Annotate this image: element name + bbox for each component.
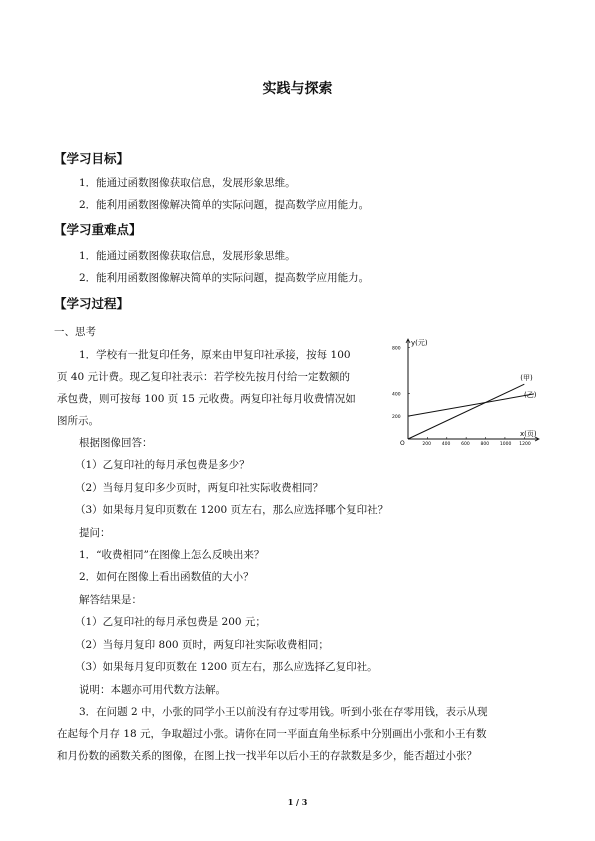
heading-process: 【学习过程】	[54, 296, 130, 311]
answer-by-graph-label: 根据图像回答：	[79, 437, 153, 449]
think-label: 一、思考	[54, 326, 96, 338]
ask-item-2: 2．如何在图像上看出函数值的大小？	[79, 571, 254, 583]
problem3-line-3: 和月份数的函数关系的图像，在图上找一找半年以后小王的存款数是多少，能否超过小张？	[57, 750, 477, 762]
question-1: （1）乙复印社的每月承包费是多少？	[75, 459, 250, 471]
y-axis-label: y(元)	[411, 339, 428, 347]
page-number: 1 / 3	[287, 797, 308, 807]
heading-goals: 【学习目标】	[54, 151, 130, 166]
series-line-2	[408, 394, 534, 416]
question-2: （2）当每月复印多少页时，两复印社实际收费相同？	[75, 482, 324, 494]
origin-label: O	[400, 440, 405, 446]
cost-chart	[392, 336, 542, 446]
goal-item-1: 1．能通过函数图像获取信息，发展形象思维。	[79, 177, 296, 189]
y-tick-label: 800	[392, 346, 401, 352]
series-label-2: (乙)	[524, 390, 537, 399]
key-point-item-1: 1．能通过函数图像获取信息，发展形象思维。	[79, 250, 296, 262]
problem1-line-3: 承包费，则可按每 100 页 15 元收费。两复印社每月收费情况如	[57, 393, 356, 405]
problem1-line-2: 页 40 元计费。现乙复印社表示：若学校先按月付给一定数额的	[57, 371, 351, 383]
problem1-line-4: 图所示。	[57, 415, 99, 427]
ask-item-1: 1．“收费相同”在图像上怎么反映出来？	[79, 549, 265, 561]
x-tick-label: 1000	[499, 442, 512, 446]
heading-key-points: 【学习重难点】	[54, 222, 142, 237]
page-title: 实践与探索	[262, 81, 333, 97]
x-tick-label: 200	[422, 442, 431, 446]
x-tick-label: 1200	[519, 442, 531, 446]
note: 说明：本题亦可用代数方法解。	[79, 684, 226, 696]
key-point-item-2: 2．能利用函数图像解决简单的实际问题，提高数学应用能力。	[79, 272, 370, 284]
answers-title: 解答结果是：	[79, 594, 142, 606]
ask-label: 提问：	[79, 527, 111, 539]
x-tick-label: 600	[461, 442, 470, 446]
problem1-line-1: 1．学校有一批复印任务，原来由甲复印社承接，按每 100	[79, 349, 351, 361]
answer-2: （2）当每月复印 800 页时，两复印社实际收费相同；	[75, 639, 329, 651]
answer-3: （3）如果每月复印页数在 1200 页左右，那么应选择乙复印社。	[75, 661, 378, 673]
y-tick-label: 400	[392, 392, 401, 398]
goal-item-2: 2．能利用函数图像解决简单的实际问题，提高数学应用能力。	[79, 199, 370, 211]
x-tick-label: 800	[480, 442, 490, 446]
x-axis-label: x(页)	[520, 430, 537, 438]
problem3-line-2: 在起每个月存 18 元，争取超过小张。请你在同一平面直角坐标系中分别画出小张和小王有数	[57, 728, 487, 740]
series-label-1: (甲)	[520, 374, 533, 383]
series-line-1	[408, 384, 524, 439]
question-3: （3）如果每月复印页数在 1200 页左右，那么应选择哪个复印社？	[75, 504, 389, 516]
y-tick-label: 200	[392, 415, 401, 421]
x-tick-label: 400	[441, 442, 451, 446]
problem3-line-1: 3．在问题 2 中，小张的同学小王以前没有存过零用钱。听到小张在存零用钱，表示从现	[79, 706, 488, 718]
answer-1: （1）乙复印社的每月承包费是 200 元；	[75, 616, 266, 628]
